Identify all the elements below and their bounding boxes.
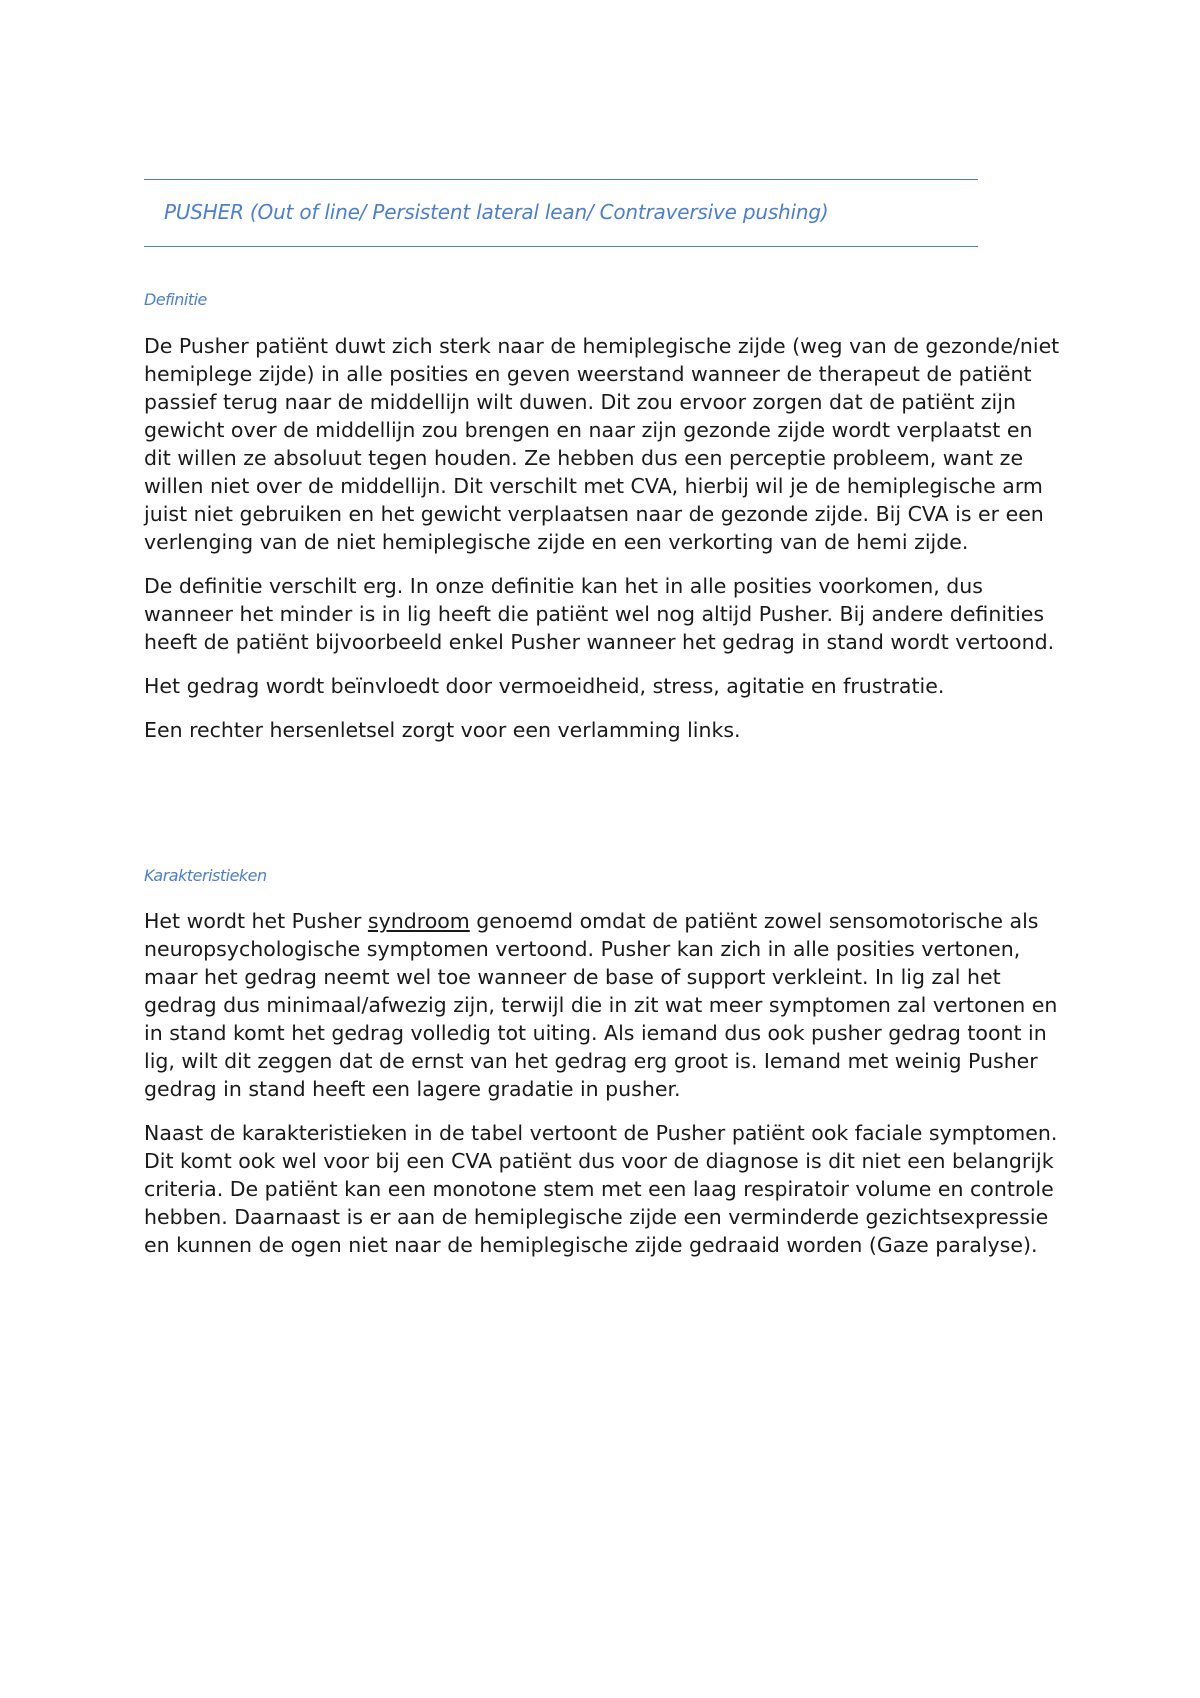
paragraph: De definitie verschilt erg. In onze definitie kan het in alle posities voorkomen, dus wanneer het minder is in lig heeft die patiënt wel nog altijd Pusher. Bij andere definities heeft de patiënt bijvoorbeeld enkel Pusher wanneer het gedrag in stand wordt vertoond. bbox=[144, 574, 1055, 654]
section-heading-definitie: Definitie bbox=[144, 290, 207, 309]
section-body-karakteristieken bbox=[144, 907, 1064, 1275]
paragraph: De Pusher patiënt duwt zich sterk naar de hemiplegische zijde (weg van de gezonde/niet hemiplege zijde) in alle posities en geven weerstand wanneer de therapeut de patiënt passief terug naar de middellijn wilt duwen. Dit zou ervoor zorgen dat de patiënt zijn gewicht over de middellijn zou brengen en naar zijn gezonde zijde wordt verplaatst en dit willen ze absoluut tegen houden. Ze hebben dus een perceptie probleem, want ze willen niet over de middellijn. Dit verschilt met CVA, hierbij wil je de hemiplegische arm juist niet gebruiken en het gewicht verplaatsen naar de gezonde zijde. Bij CVA is er een verlenging van de niet hemiplegische zijde en een verkorting van de hemi zijde. bbox=[144, 334, 1060, 554]
paragraph bbox=[144, 907, 1064, 1103]
document-title: PUSHER (Out of line/ Persistent lateral lean/ Contraversive pushing) bbox=[164, 200, 829, 224]
section-body-definitie bbox=[144, 332, 1064, 760]
paragraph: Een rechter hersenletsel zorgt voor een verlamming links. bbox=[144, 718, 741, 742]
title-block bbox=[144, 179, 978, 247]
paragraph: Het gedrag wordt beïnvloedt door vermoeidheid, stress, agitatie en frustratie. bbox=[144, 674, 945, 698]
paragraph-text: Het wordt het Pusher bbox=[144, 909, 368, 933]
underlined-term: syndroom bbox=[367, 909, 470, 933]
section-heading-karakteristieken: Karakteristieken bbox=[144, 866, 267, 885]
paragraph-text: genoemd omdat de patiënt zowel sensomotorische als neuropsychologische symptomen vertoond. Pusher kan zich in alle posities vertonen, maar het gedrag neemt wel toe wanneer de base of support verkleint. In lig zal het gedrag dus minimaal/afwezig zijn, terwijl die in zit wat meer symptomen zal vertonen en in stand komt het gedrag volledig tot uiting. Als iemand dus ook pusher gedrag toont in lig, wilt dit zeggen dat de ernst van het gedrag erg groot is. Iemand met weinig Pusher gedrag in stand heeft een lagere gradatie in pusher. bbox=[144, 909, 1058, 1101]
paragraph: Naast de karakteristieken in de tabel vertoont de Pusher patiënt ook faciale symptomen. Dit komt ook wel voor bij een CVA patiënt dus voor de diagnose is dit niet een belangrijk criteria. De patiënt kan een monotone stem met een laag respiratoir volume en controle hebben. Daarnaast is er aan de hemiplegische zijde een verminderde gezichtsexpressie en kunnen de ogen niet naar de hemiplegische zijde gedraaid worden (Gaze paralyse). bbox=[144, 1121, 1058, 1257]
